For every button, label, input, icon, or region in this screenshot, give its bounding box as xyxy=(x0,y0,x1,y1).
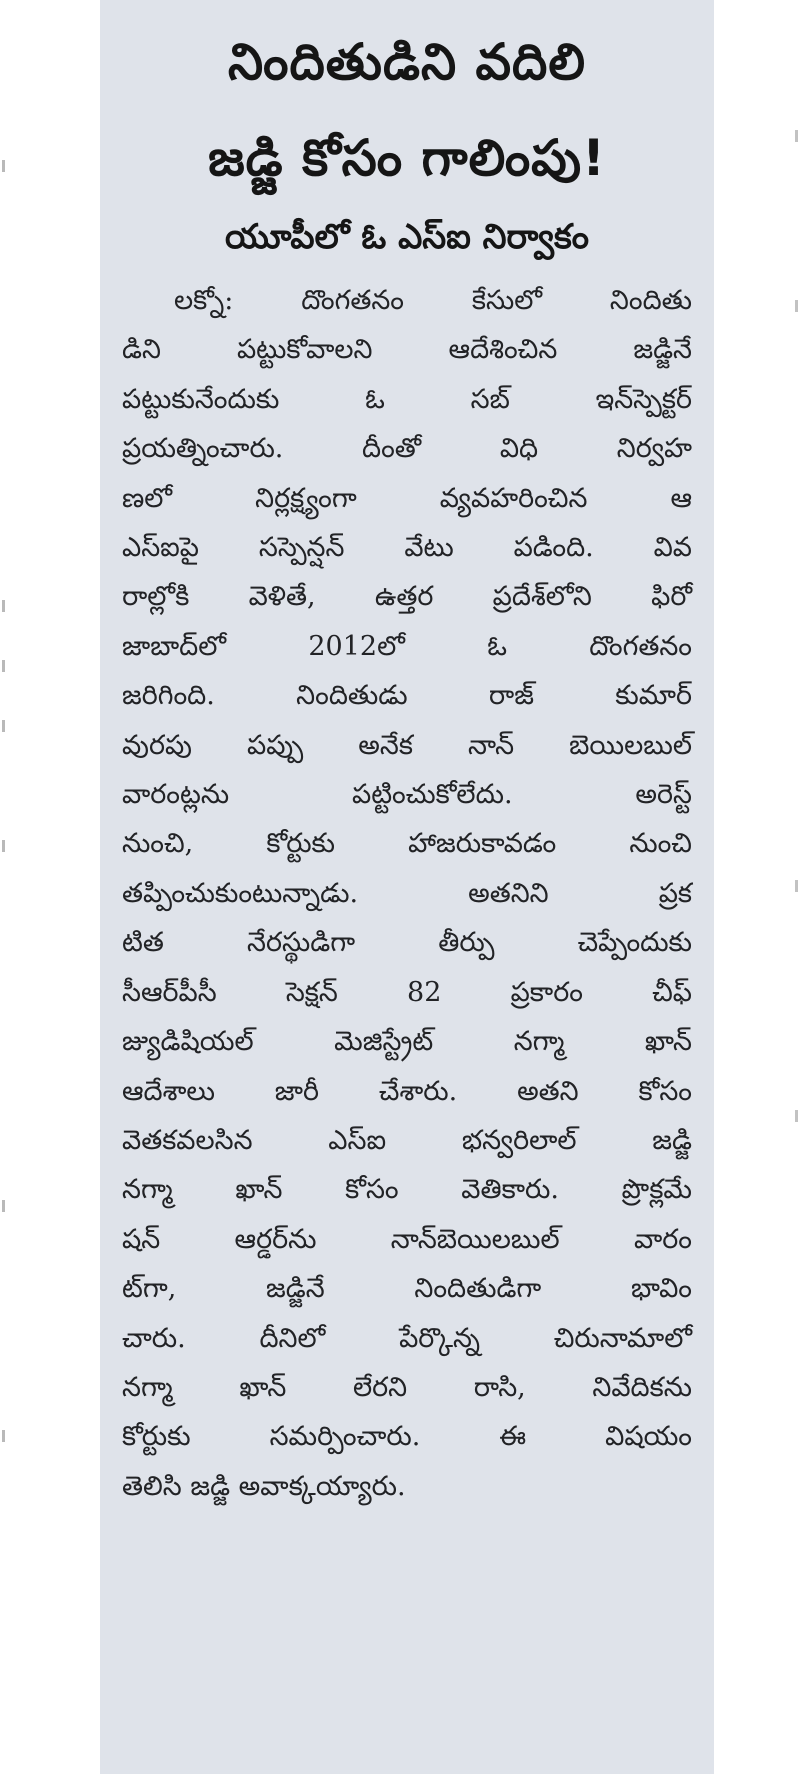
body-line: ణలో నిర్లక్ష్యంగా వ్యవహరించిన ఆ xyxy=(122,482,692,514)
headline-line-1: నిందితుడిని వదిలి xyxy=(228,33,586,91)
article-body xyxy=(122,276,692,1511)
body-line: పట్టుకునేందుకు ఓ సబ్ ఇన్‌స్పెక్టర్ xyxy=(122,383,692,415)
subheadline: యూపీలో ఓ ఎస్‌ఐ నిర్వాకం xyxy=(225,217,589,257)
body-line: నుంచి, కోర్టుకు హాజరుకావడం నుంచి xyxy=(122,828,692,860)
headline xyxy=(122,14,692,206)
left-edge-mark xyxy=(2,660,5,672)
body-line: తెలిసి జడ్జి అవాక్కయ్యారు. xyxy=(122,1470,406,1502)
right-edge-mark xyxy=(795,880,798,892)
body-line: వారంట్లను పట్టించుకోలేదు. అరెస్ట్ xyxy=(122,779,692,811)
body-line: వురపు పప్పు అనేక నాన్ బెయిలబుల్ xyxy=(122,729,692,761)
left-page-margin xyxy=(0,0,100,1774)
body-line: కోర్టుకు సమర్పించారు. ఈ విషయం xyxy=(122,1421,692,1453)
left-edge-mark xyxy=(2,1200,5,1212)
body-line: లక్నో: దొంగతనం కేసులో నిందితు xyxy=(174,285,692,316)
body-line: వెతకవలసిన ఎస్‌ఐ భన్వరిలాల్ జడ్జి xyxy=(122,1124,692,1156)
news-clipping xyxy=(100,0,714,1774)
left-edge-mark xyxy=(2,840,5,852)
right-edge-mark xyxy=(795,300,798,312)
right-page-margin xyxy=(714,0,800,1774)
body-line: ఆదేశాలు జారీ చేశారు. అతని కోసం xyxy=(122,1075,692,1107)
headline-line-2: జడ్జి కోసం గాలింపు! xyxy=(208,129,606,187)
body-line: షన్ ఆర్డర్‌ను నాన్‌బెయిలబుల్ వారం xyxy=(122,1223,692,1255)
left-edge-mark xyxy=(2,720,5,732)
body-line: ఎస్‌ఐపై సస్పెన్షన్ వేటు పడింది. వివ xyxy=(122,532,692,564)
left-edge-mark xyxy=(2,1430,5,1442)
body-line: తప్పించుకుంటున్నాడు. అతనిని ప్రక xyxy=(122,877,692,909)
body-line: డిని పట్టుకోవాలని ఆదేశించిన జడ్జినే xyxy=(122,334,692,366)
body-line: ట్‌గా, జడ్జినే నిందితుడిగా భావిం xyxy=(122,1273,692,1305)
right-edge-mark xyxy=(795,1110,798,1122)
body-line: చారు. దీనిలో పేర్కొన్న చిరునామాలో xyxy=(122,1322,692,1354)
body-line: జాబాద్‌లో 2012లో ఓ దొంగతనం xyxy=(122,630,692,662)
body-line: టిత నేరస్థుడిగా తీర్పు చెప్పేందుకు xyxy=(122,927,692,959)
left-edge-mark xyxy=(2,600,5,612)
body-line: ప్రయత్నించారు. దీంతో విధి నిర్వహ xyxy=(122,433,692,465)
body-line: జరిగింది. నిందితుడు రాజ్ కుమార్ xyxy=(122,680,692,712)
left-edge-mark xyxy=(2,160,5,172)
body-line: జ్యుడిషియల్ మెజిస్ట్రేట్ నగ్మా ఖాన్ xyxy=(122,1026,692,1058)
body-line: నగ్మా ఖాన్ లేరని రాసి, నివేదికను xyxy=(122,1371,692,1403)
body-line: నగ్మా ఖాన్ కోసం వెతికారు. ప్రొక్లమే xyxy=(122,1174,692,1206)
body-line: సీఆర్‌పీసీ సెక్షన్ 82 ప్రకారం చీఫ్ xyxy=(122,976,692,1008)
body-line: రాల్లోకి వెళితే, ఉత్తర ప్రదేశ్‌లోని ఫిరో xyxy=(122,581,692,613)
right-edge-mark xyxy=(795,130,798,142)
